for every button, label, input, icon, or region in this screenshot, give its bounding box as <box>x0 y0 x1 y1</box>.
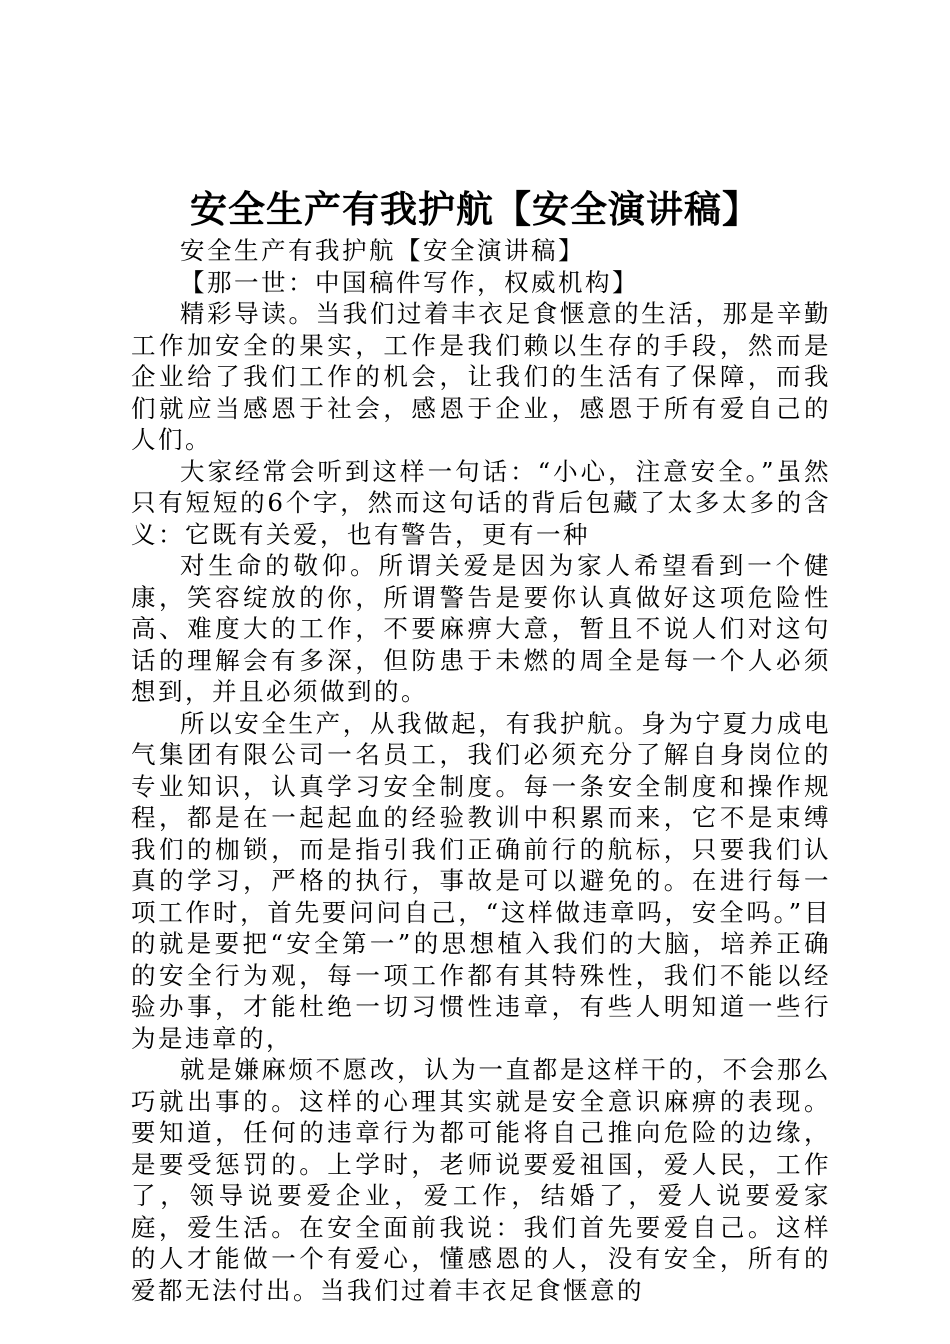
paragraph-respect: 对生命的敬仰。所谓关爱是因为家人希望看到一个健康，笑容绽放的你，所谓警告是要你认真做好这项危险性高、难度大的工作，不要麻痹大意，暂且不说人们对这句话的理解会有多深，但防患于未燃的周全是每一个人必须想到，并且必须做到的。 <box>131 551 831 706</box>
document-title: 安全生产有我护航【安全演讲稿】 <box>190 187 760 231</box>
paragraph-saying: 大家经常会听到这样一句话：“小心，注意安全。”虽然只有短短的6个字，然而这句话的背后包藏了太多太多的含义：它既有关爱，也有警告，更有一种 <box>131 456 831 549</box>
paragraph-safety-production: 所以安全生产，从我做起，有我护航。身为宁夏力成电气集团有限公司一名员工，我们必须充分了解自身岗位的专业知识，认真学习安全制度。每一条安全制度和操作规程，都是在一起起血的经验教训中积累而来，它不是束缚我们的枷锁，而是指引我们正确前行的航标，只要我们认真的学习，严格的执行，事故是可以避免的。在进行每一项工作时，首先要问问自己，“这样做违章吗，安全吗。”目的就是要把“安全第一”的思想植入我们的大脑，培养正确的安全行为观，每一项工作都有其特殊性，我们不能以经验办事，才能杜绝一切习惯性违章，有些人明知道一些行为是违章的， <box>131 708 831 1053</box>
source-line: 【那一世：中国稿件写作，权威机构】 <box>180 267 639 297</box>
subtitle-line: 安全生产有我护航【安全演讲稿】 <box>180 236 585 265</box>
document-body <box>131 235 831 1306</box>
paragraph-love-yourself: 就是嫌麻烦不愿改，认为一直都是这样干的，不会那么巧就出事的。这样的心理其实就是安全意识麻痹的表现。要知道，任何的违章行为都可能将自己推向危险的边缘，是要受惩罚的。上学时，老师说要爱祖国，爱人民，工作了，领导说要爱企业，爱工作，结婚了，爱人说要爱家庭，爱生活。在安全面前我说：我们首先要爱自己。这样的人才能做一个有爱心，懂感恩的人，没有安全，所有的爱都无法付出。当我们过着丰衣足食惬意的 <box>131 1055 831 1305</box>
paragraph-intro: 精彩导读。当我们过着丰衣足食惬意的生活，那是辛勤工作加安全的果实，工作是我们赖以生存的手段，然而是企业给了我们工作的机会，让我们的生活有了保障，而我们就应当感恩于社会，感恩于企业，感恩于所有爱自己的人们。 <box>131 299 831 454</box>
